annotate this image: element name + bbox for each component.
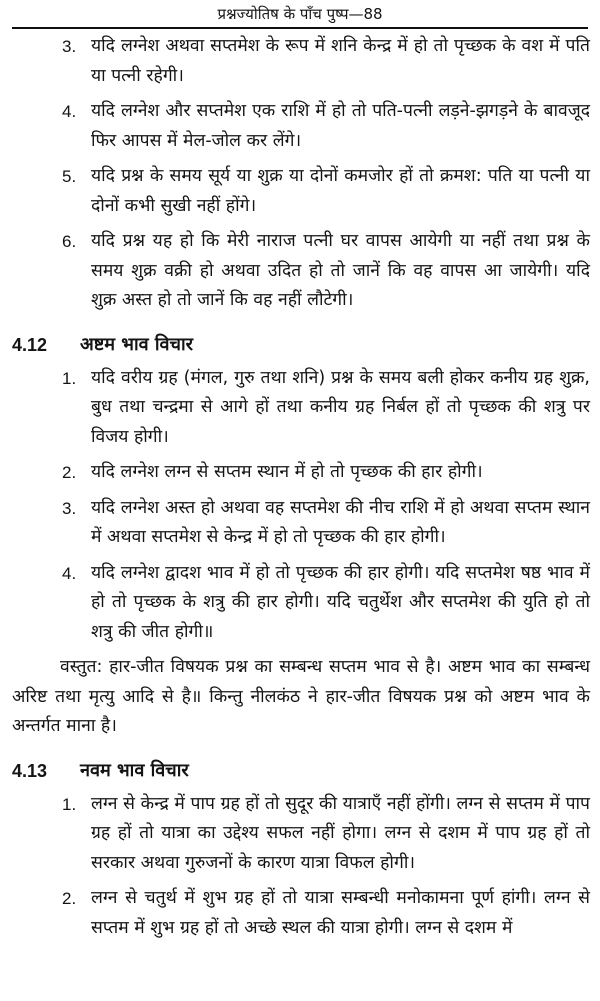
item-number: 4. xyxy=(62,102,77,121)
list-item xyxy=(0,162,600,221)
list-item xyxy=(0,227,600,316)
list-item xyxy=(0,32,600,91)
item-number: 1. xyxy=(62,368,77,388)
item-text: लग्न से केन्द्र में पाप ग्रह हों तो सुदूर की यात्राएँ नहीं होंगी। लग्न से सप्तम में पाप ग्रह हों तो यात्रा का उद्देश्य सफल नहीं होगा। लग्न से दशम में पाप ग्रह हों तो सरकार अथवा गुरुजनों के कारण यात्रा विफल होगी। xyxy=(91,793,590,873)
item-number: 4. xyxy=(62,563,77,583)
item-number: 2. xyxy=(62,463,77,482)
item-number: 1. xyxy=(62,794,77,814)
list-item xyxy=(0,790,600,879)
item-text: यदि लग्नेश अथवा सप्तमेश के रूप में शनि केन्द्र में हो तो पृच्छक के वश में पति या पत्नी रहेगी। xyxy=(91,36,590,86)
item-text: यदि लग्नेश द्वादश भाव में हो तो पृच्छक की हार होगी। यदि सप्तमेश षष्ठ भाव में हो तो पृच्छक के शत्रु की हार होगी। यदि चतुर्थेश और सप्तमेश की युति हो तो शत्रु की जीत होगी॥ xyxy=(91,562,590,642)
section-heading-4-13 xyxy=(0,756,600,786)
item-text: यदि लग्नेश लग्न से सप्तम स्थान में हो तो पृच्छक की हार होगी। xyxy=(91,462,483,482)
item-number: 2. xyxy=(62,889,77,908)
list-item xyxy=(0,458,600,488)
list-item xyxy=(0,559,600,648)
section-heading-4-12 xyxy=(0,330,600,360)
running-header: प्रश्नज्योतिष के पाँच पुष्प—88 xyxy=(217,5,383,23)
list-item xyxy=(0,494,600,553)
item-text: यदि प्रश्न के समय सूर्य या शुक्र या दोनों कमजोर हों तो क्रमश: पति या पत्नी या दोनों कभी सुखी नहीं होंगे। xyxy=(91,166,590,216)
item-text: यदि वरीय ग्रह (मंगल, गुरु तथा शनि) प्रश्न के समय बली होकर कनीय ग्रह शुक्र, बुध तथा चन्द्रमा से आगे हों तथा कनीय ग्रह निर्बल हों तो पृच्छक की शत्रु पर विजय होगी। xyxy=(91,367,590,447)
list-item xyxy=(0,884,600,943)
item-text: यदि लग्नेश अस्त हो अथवा वह सप्तमेश की नीच राशि में हो अथवा सप्तम स्थान में अथवा सप्तमेश से केन्द्र में हो तो पृच्छक की हार होगी। xyxy=(91,497,590,547)
section-number: 4.12 xyxy=(12,334,48,355)
item-text: यदि प्रश्न यह हो कि मेरी नाराज पत्नी घर वापस आयेगी या नहीं तथा प्रश्न के समय शुक्र वक्री हो अथवा उदित हो तो जानें कि वह वापस आ जायेगी। यदि शुक्र अस्त हो तो जानें कि वह नहीं लौटेगी। xyxy=(91,231,590,310)
section-title: अष्टम भाव विचार xyxy=(80,333,194,355)
item-text: लग्न से चतुर्थ में शुभ ग्रह हों तो यात्रा सम्बन्धी मनोकामना पूर्ण हांगी। लग्न से सप्तम में शुभ ग्रह हों तो अच्छे स्थल की यात्रा होगी। लग्न से दशम में xyxy=(91,888,590,938)
page-body xyxy=(0,32,600,949)
section-note-paragraph: वस्तुत: हार-जीत विषयक प्रश्न का सम्बन्ध सप्तम भाव से है। अष्टम भाव का सम्बन्ध अरिष्ट तथा मृत्यु आदि से है॥ किन्तु नीलकंठ ने हार-जीत विषयक प्रश्न को अष्टम भाव के अन्तर्गत माना है। xyxy=(12,657,590,736)
item-number: 3. xyxy=(62,498,77,518)
item-text: यदि लग्नेश और सप्तमेश एक राशि में हो तो पति-पत्नी लड़ने-झगड़ने के बावजूद फिर आपस में मेल-जोल कर लेंगे। xyxy=(91,101,590,151)
item-number: 6. xyxy=(62,232,77,251)
item-number: 3. xyxy=(62,37,77,56)
section-number: 4.13 xyxy=(12,760,48,781)
list-item xyxy=(0,97,600,156)
header-rule xyxy=(12,27,588,29)
item-number: 5. xyxy=(62,167,77,186)
section-title: नवम भाव विचार xyxy=(80,759,189,781)
list-item xyxy=(0,364,600,453)
